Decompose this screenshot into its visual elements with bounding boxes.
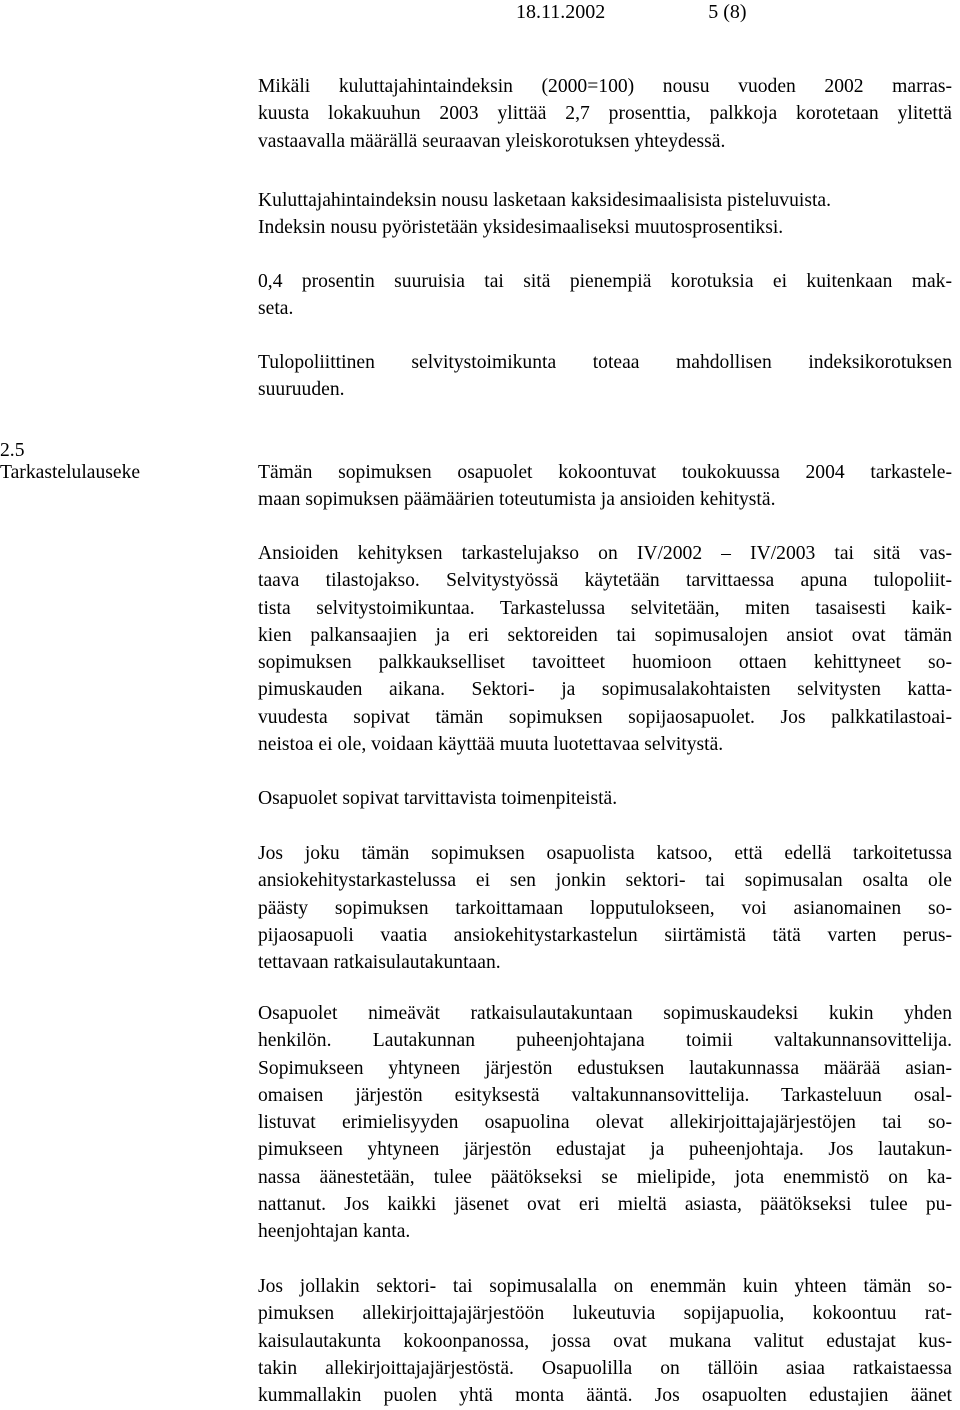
page-header bbox=[516, 0, 747, 30]
text-line: 0,4 prosentin suuruisia tai sitä pienempiä korotuksia ei kuitenkaan mak- bbox=[258, 271, 952, 292]
section-title: Tarkastelulauseke bbox=[0, 462, 141, 483]
text-line: Sopimukseen yhtyneen järjestön edustuksen lautakunnassa määrää asian- bbox=[258, 1057, 952, 1079]
text-line: Kuluttajahintaindeksin nousu lasketaan kaksidesimaalisista pisteluvuista. bbox=[258, 190, 832, 211]
text-line: maan sopimuksen päämäärien toteutumista ja ansioiden kehitystä. bbox=[258, 489, 776, 511]
text-line: vuudesta sopivat tämän sopimuksen sopijaosapuolet. Jos palkkatilastoai- bbox=[258, 706, 952, 728]
paragraph-review-meeting bbox=[258, 459, 952, 514]
text-line: päästy sopimuksen tarkoittamaan lopputulokseen, voi asianomainen so- bbox=[258, 897, 952, 919]
text-line: listuvat erimielisyyden osapuolina olevat allekirjoittajajärjestöjen tai so- bbox=[258, 1112, 952, 1134]
text-line: kuusta lokakuuhun 2003 ylittää 2,7 prosenttia, palkkoja korotetaan ylitettä bbox=[258, 103, 952, 125]
text-line: sopimuksen palkkaukselliset tavoitteet huomioon ottaen kehittyneet so- bbox=[258, 652, 952, 674]
text-line: Tämän sopimuksen osapuolet kokoontuvat toukokuussa 2004 tarkastele- bbox=[258, 462, 952, 483]
text-line: tista selvitystoimikuntaa. Tarkastelussa selvitetään, miten tasaisesti kaik- bbox=[258, 597, 952, 619]
paragraph-committee-confirmation bbox=[258, 349, 952, 404]
text-line: pimukseen yhtyneen järjestön edustajat ja puheenjohtaja. Jos lautakun- bbox=[258, 1139, 952, 1161]
text-line: kaisulautakunta kokoonpanossa, jossa ovat mukana valitut edustajat kus- bbox=[258, 1330, 952, 1352]
text-line: Indeksin nousu pyöristetään yksidesimaaliseksi muutosprosentiksi. bbox=[258, 217, 784, 239]
text-line: suuruuden. bbox=[258, 379, 345, 401]
text-line: henkilön. Lautakunnan puheenjohtajana toimii valtakunnansovittelija. bbox=[258, 1030, 952, 1052]
text-line: pijaosapuoli vaatia ansiokehitystarkastelun siirtämistä tätä varten perus- bbox=[258, 924, 952, 946]
paragraph-multiple-parties bbox=[258, 1273, 952, 1409]
paragraph-measures bbox=[258, 785, 952, 812]
text-line: omaisen järjestön esityksestä valtakunnansovittelija. Tarkasteluun osal- bbox=[258, 1084, 952, 1106]
header-date: 18.11.2002 bbox=[516, 1, 606, 23]
text-line: tettavaan ratkaisulautakuntaan. bbox=[258, 952, 501, 974]
paragraph-index-calculation bbox=[258, 187, 952, 242]
header-page-number: 5 (8) bbox=[708, 1, 747, 23]
paragraph-board-composition bbox=[258, 1000, 952, 1246]
text-line: Osapuolet sopivat tarvittavista toimenpiteistä. bbox=[258, 788, 618, 809]
text-line: pimuksen allekirjoittajajärjestöön lukeutuvia sopijapuolia, kokoontuu rat- bbox=[258, 1303, 952, 1325]
section-number: 2.5 bbox=[0, 440, 25, 461]
text-line: kummallakin puolen yhtä monta ääntä. Jos osapuolten edustajien äänet bbox=[258, 1385, 952, 1407]
text-line: ansiokehitystarkastelussa ei sen jonkin sektori- tai sopimusalan osalta ole bbox=[258, 870, 952, 892]
text-line: Osapuolet nimeävät ratkaisulautakuntaan sopimuskaudeksi kukin yhden bbox=[258, 1003, 952, 1024]
text-line: Mikäli kuluttajahintaindeksin (2000=100) nousu vuoden 2002 marras- bbox=[258, 76, 952, 97]
text-line: heenjohtajan kanta. bbox=[258, 1221, 411, 1243]
text-line: nassa äänestetään, tulee päätökseksi se mielipide, jota enemmistö on ka- bbox=[258, 1166, 952, 1188]
text-line: Jos jollakin sektori- tai sopimusalalla on enemmän kuin yhteen tämän so- bbox=[258, 1276, 952, 1297]
text-line: nattanut. Jos kaikki jäsenet ovat eri mieltä asiasta, päätökseksi tulee pu- bbox=[258, 1194, 952, 1216]
text-line: vastaavalla määrällä seuraavan yleiskorotuksen yhteydessä. bbox=[258, 130, 726, 152]
text-line: Ansioiden kehityksen tarkastelujakso on IV/2002 – IV/2003 tai sitä vas- bbox=[258, 543, 952, 564]
paragraph-dispute-request bbox=[258, 840, 952, 976]
text-line: takin allekirjoittajajärjestöstä. Osapuolilla on tällöin asiaa ratkaistaessa bbox=[258, 1357, 952, 1379]
paragraph-review-period bbox=[258, 540, 952, 758]
text-line: neistoa ei ole, voidaan käyttää muuta luotettavaa selvitystä. bbox=[258, 734, 724, 756]
text-line: kien palkansaajien ja eri sektoreiden tai sopimusalojen ansiot ovat tämän bbox=[258, 624, 952, 646]
text-line: Jos joku tämän sopimuksen osapuolista katsoo, että edellä tarkoitetussa bbox=[258, 843, 952, 864]
paragraph-index-threshold bbox=[258, 73, 952, 155]
text-line: Tulopoliittinen selvitystoimikunta toteaa mahdollisen indeksikorotuksen bbox=[258, 352, 952, 373]
text-line: seta. bbox=[258, 298, 294, 320]
paragraph-minimum-raise bbox=[258, 268, 952, 323]
text-line: pimuskauden aikana. Sektori- ja sopimusalakohtaisten selvitysten katta- bbox=[258, 679, 952, 701]
text-line: taava tilastojakso. Selvitystyössä käytetään tarvittaessa apuna tulopoliit- bbox=[258, 570, 952, 592]
